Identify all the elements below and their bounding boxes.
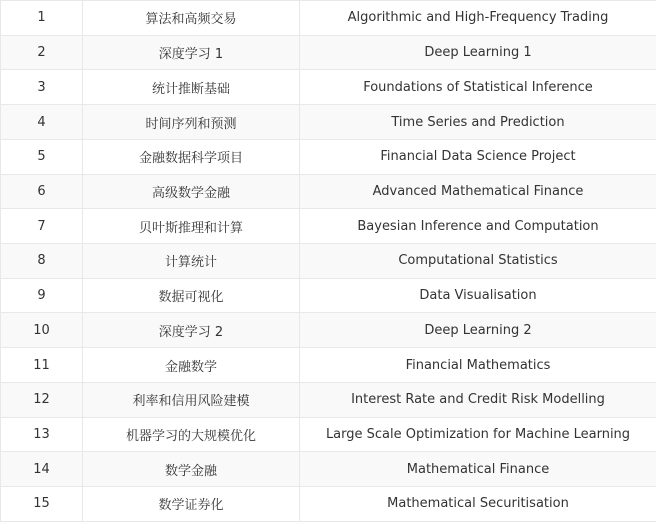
course-number-cell: 14 bbox=[1, 452, 83, 487]
course-name-en-cell: Mathematical Finance bbox=[300, 452, 656, 487]
course-number-cell: 13 bbox=[1, 417, 83, 452]
course-name-en-cell: Interest Rate and Credit Risk Modelling bbox=[300, 382, 656, 417]
course-number-cell: 10 bbox=[1, 313, 83, 348]
table-row bbox=[1, 382, 656, 417]
course-number-cell: 8 bbox=[1, 244, 83, 279]
course-number-cell: 1 bbox=[1, 1, 83, 36]
course-name-en-cell: Time Series and Prediction bbox=[300, 105, 656, 140]
course-name-zh-cell: 时间序列和预测 bbox=[83, 105, 300, 140]
course-number-cell: 7 bbox=[1, 209, 83, 244]
table-row bbox=[1, 313, 656, 348]
table-row bbox=[1, 244, 656, 279]
course-name-en-cell: Deep Learning 2 bbox=[300, 313, 656, 348]
table-row bbox=[1, 35, 656, 70]
course-name-zh-cell: 计算统计 bbox=[83, 244, 300, 279]
table-row bbox=[1, 139, 656, 174]
course-name-zh-cell: 数据可视化 bbox=[83, 278, 300, 313]
table-row bbox=[1, 417, 656, 452]
table-row bbox=[1, 174, 656, 209]
course-name-en-cell: Advanced Mathematical Finance bbox=[300, 174, 656, 209]
course-number-cell: 15 bbox=[1, 487, 83, 522]
course-table-body bbox=[1, 1, 656, 522]
course-name-zh-cell: 数学证券化 bbox=[83, 487, 300, 522]
course-number-cell: 5 bbox=[1, 139, 83, 174]
course-number-cell: 9 bbox=[1, 278, 83, 313]
course-name-en-cell: Financial Data Science Project bbox=[300, 139, 656, 174]
table-row bbox=[1, 452, 656, 487]
course-name-zh-cell: 机器学习的大规模优化 bbox=[83, 417, 300, 452]
course-name-zh-cell: 算法和高频交易 bbox=[83, 1, 300, 36]
course-name-en-cell: Financial Mathematics bbox=[300, 348, 656, 383]
course-number-cell: 3 bbox=[1, 70, 83, 105]
course-name-zh-cell: 数学金融 bbox=[83, 452, 300, 487]
table-row bbox=[1, 348, 656, 383]
course-name-en-cell: Algorithmic and High-Frequency Trading bbox=[300, 1, 656, 36]
course-number-cell: 4 bbox=[1, 105, 83, 140]
course-name-en-cell: Bayesian Inference and Computation bbox=[300, 209, 656, 244]
course-name-en-cell: Large Scale Optimization for Machine Learning bbox=[300, 417, 656, 452]
course-name-en-cell: Mathematical Securitisation bbox=[300, 487, 656, 522]
course-name-zh-cell: 贝叶斯推理和计算 bbox=[83, 209, 300, 244]
course-name-zh-cell: 利率和信用风险建模 bbox=[83, 382, 300, 417]
course-name-zh-cell: 金融数据科学项目 bbox=[83, 139, 300, 174]
course-name-en-cell: Computational Statistics bbox=[300, 244, 656, 279]
course-name-en-cell: Data Visualisation bbox=[300, 278, 656, 313]
course-name-en-cell: Deep Learning 1 bbox=[300, 35, 656, 70]
table-row bbox=[1, 278, 656, 313]
table-row bbox=[1, 487, 656, 522]
course-name-zh-cell: 深度学习 2 bbox=[83, 313, 300, 348]
course-name-zh-cell: 统计推断基础 bbox=[83, 70, 300, 105]
course-number-cell: 12 bbox=[1, 382, 83, 417]
table-row bbox=[1, 209, 656, 244]
course-number-cell: 11 bbox=[1, 348, 83, 383]
course-number-cell: 2 bbox=[1, 35, 83, 70]
table-row bbox=[1, 1, 656, 36]
course-number-cell: 6 bbox=[1, 174, 83, 209]
table-row bbox=[1, 70, 656, 105]
course-name-zh-cell: 深度学习 1 bbox=[83, 35, 300, 70]
course-name-zh-cell: 金融数学 bbox=[83, 348, 300, 383]
course-name-en-cell: Foundations of Statistical Inference bbox=[300, 70, 656, 105]
course-name-zh-cell: 高级数学金融 bbox=[83, 174, 300, 209]
table-row bbox=[1, 105, 656, 140]
